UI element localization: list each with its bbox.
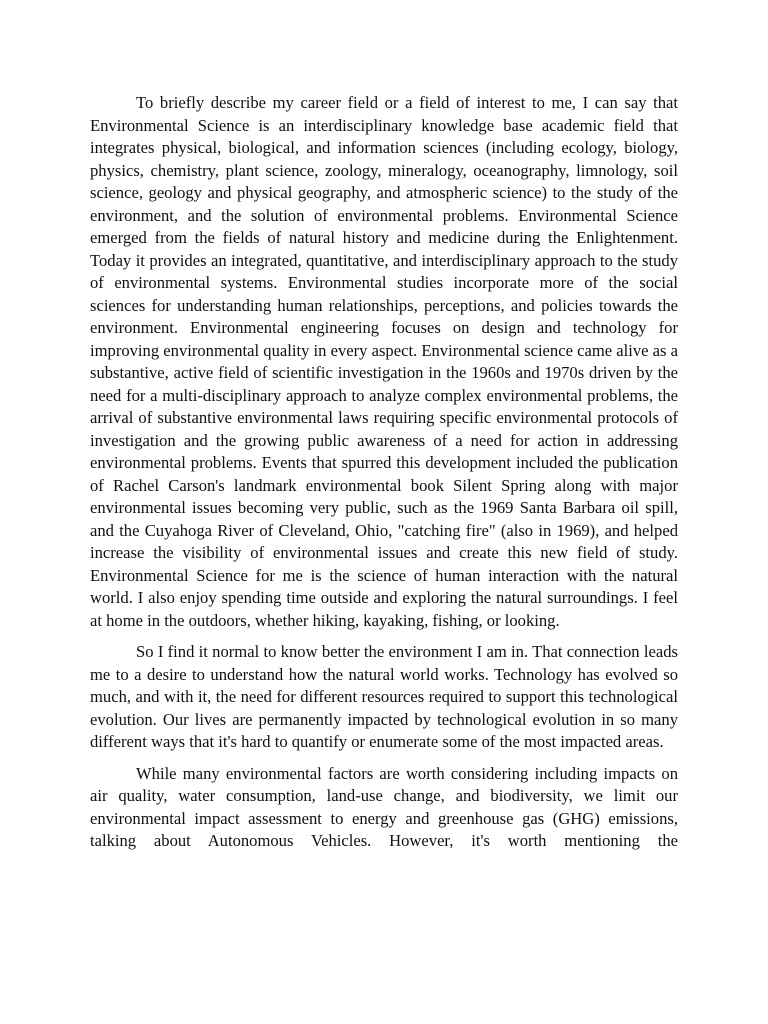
paragraph-environmental-factors: While many environmental factors are worth considering including impacts on air quality, water consumption, land-use change, and biodiversity, we limit our environmental impact assessment to energy and greenhouse gas (GHG) emissions, talking about Autonomous Vehicles. However, it's worth mentioning the [90, 763, 678, 850]
paragraph-career-field: To briefly describe my career field or a field of interest to me, I can say that Environmental Science is an interdisciplinary knowledge base academic field that integrates physical, biological, and information sciences (including ecology, biology, physics, chemistry, plant science, zoology, mineralogy, oceanography, limnology, soil science, geology and physical geography, and atmospheric science) to the study of the environment, and the solution of environmental problems. Environmental Science emerged from the fields of natural history and medicine during the Enlightenment. Today it provides an integrated, quantitative, and interdisciplinary approach to the study of environmental systems. Environmental studies incorporate more of the social sciences for understanding human relationships, perceptions, and policies towards the environment. Environmental engineering focuses on design and technology for improving environmental quality in every aspect. Environmental science came alive as a substantive, active field of scientific investigation in the 1960s and 1970s driven by the need for a multi-disciplinary approach to analyze complex environmental problems, the arrival of substantive environmental laws requiring specific environmental protocols of investigation and the growing public awareness of a need for action in addressing environmental problems. Events that spurred this development included the publication of Rachel Carson's landmark environmental book Silent Spring along with major environmental issues becoming very public, such as the 1969 Santa Barbara oil spill, and the Cuyahoga River of Cleveland, Ohio, "catching fire" (also in 1969), and helped increase the visibility of environmental issues and create this new field of study. Environmental Science for me is the science of human interaction with the natural world. I also enjoy spending time outside and exploring the natural surroundings. I feel at home in the outdoors, whether hiking, kayaking, fishing, or looking. [90, 93, 678, 630]
paragraph-natural-world: So I find it normal to know better the environment I am in. That connection leads me to a desire to understand how the natural world works. Technology has evolved so much, and with it, the need for different resources required to support this technological evolution. Our lives are permanently impacted by technological evolution in so many different ways that it's hard to quantify or enumerate some of the most impacted areas. [90, 642, 678, 751]
